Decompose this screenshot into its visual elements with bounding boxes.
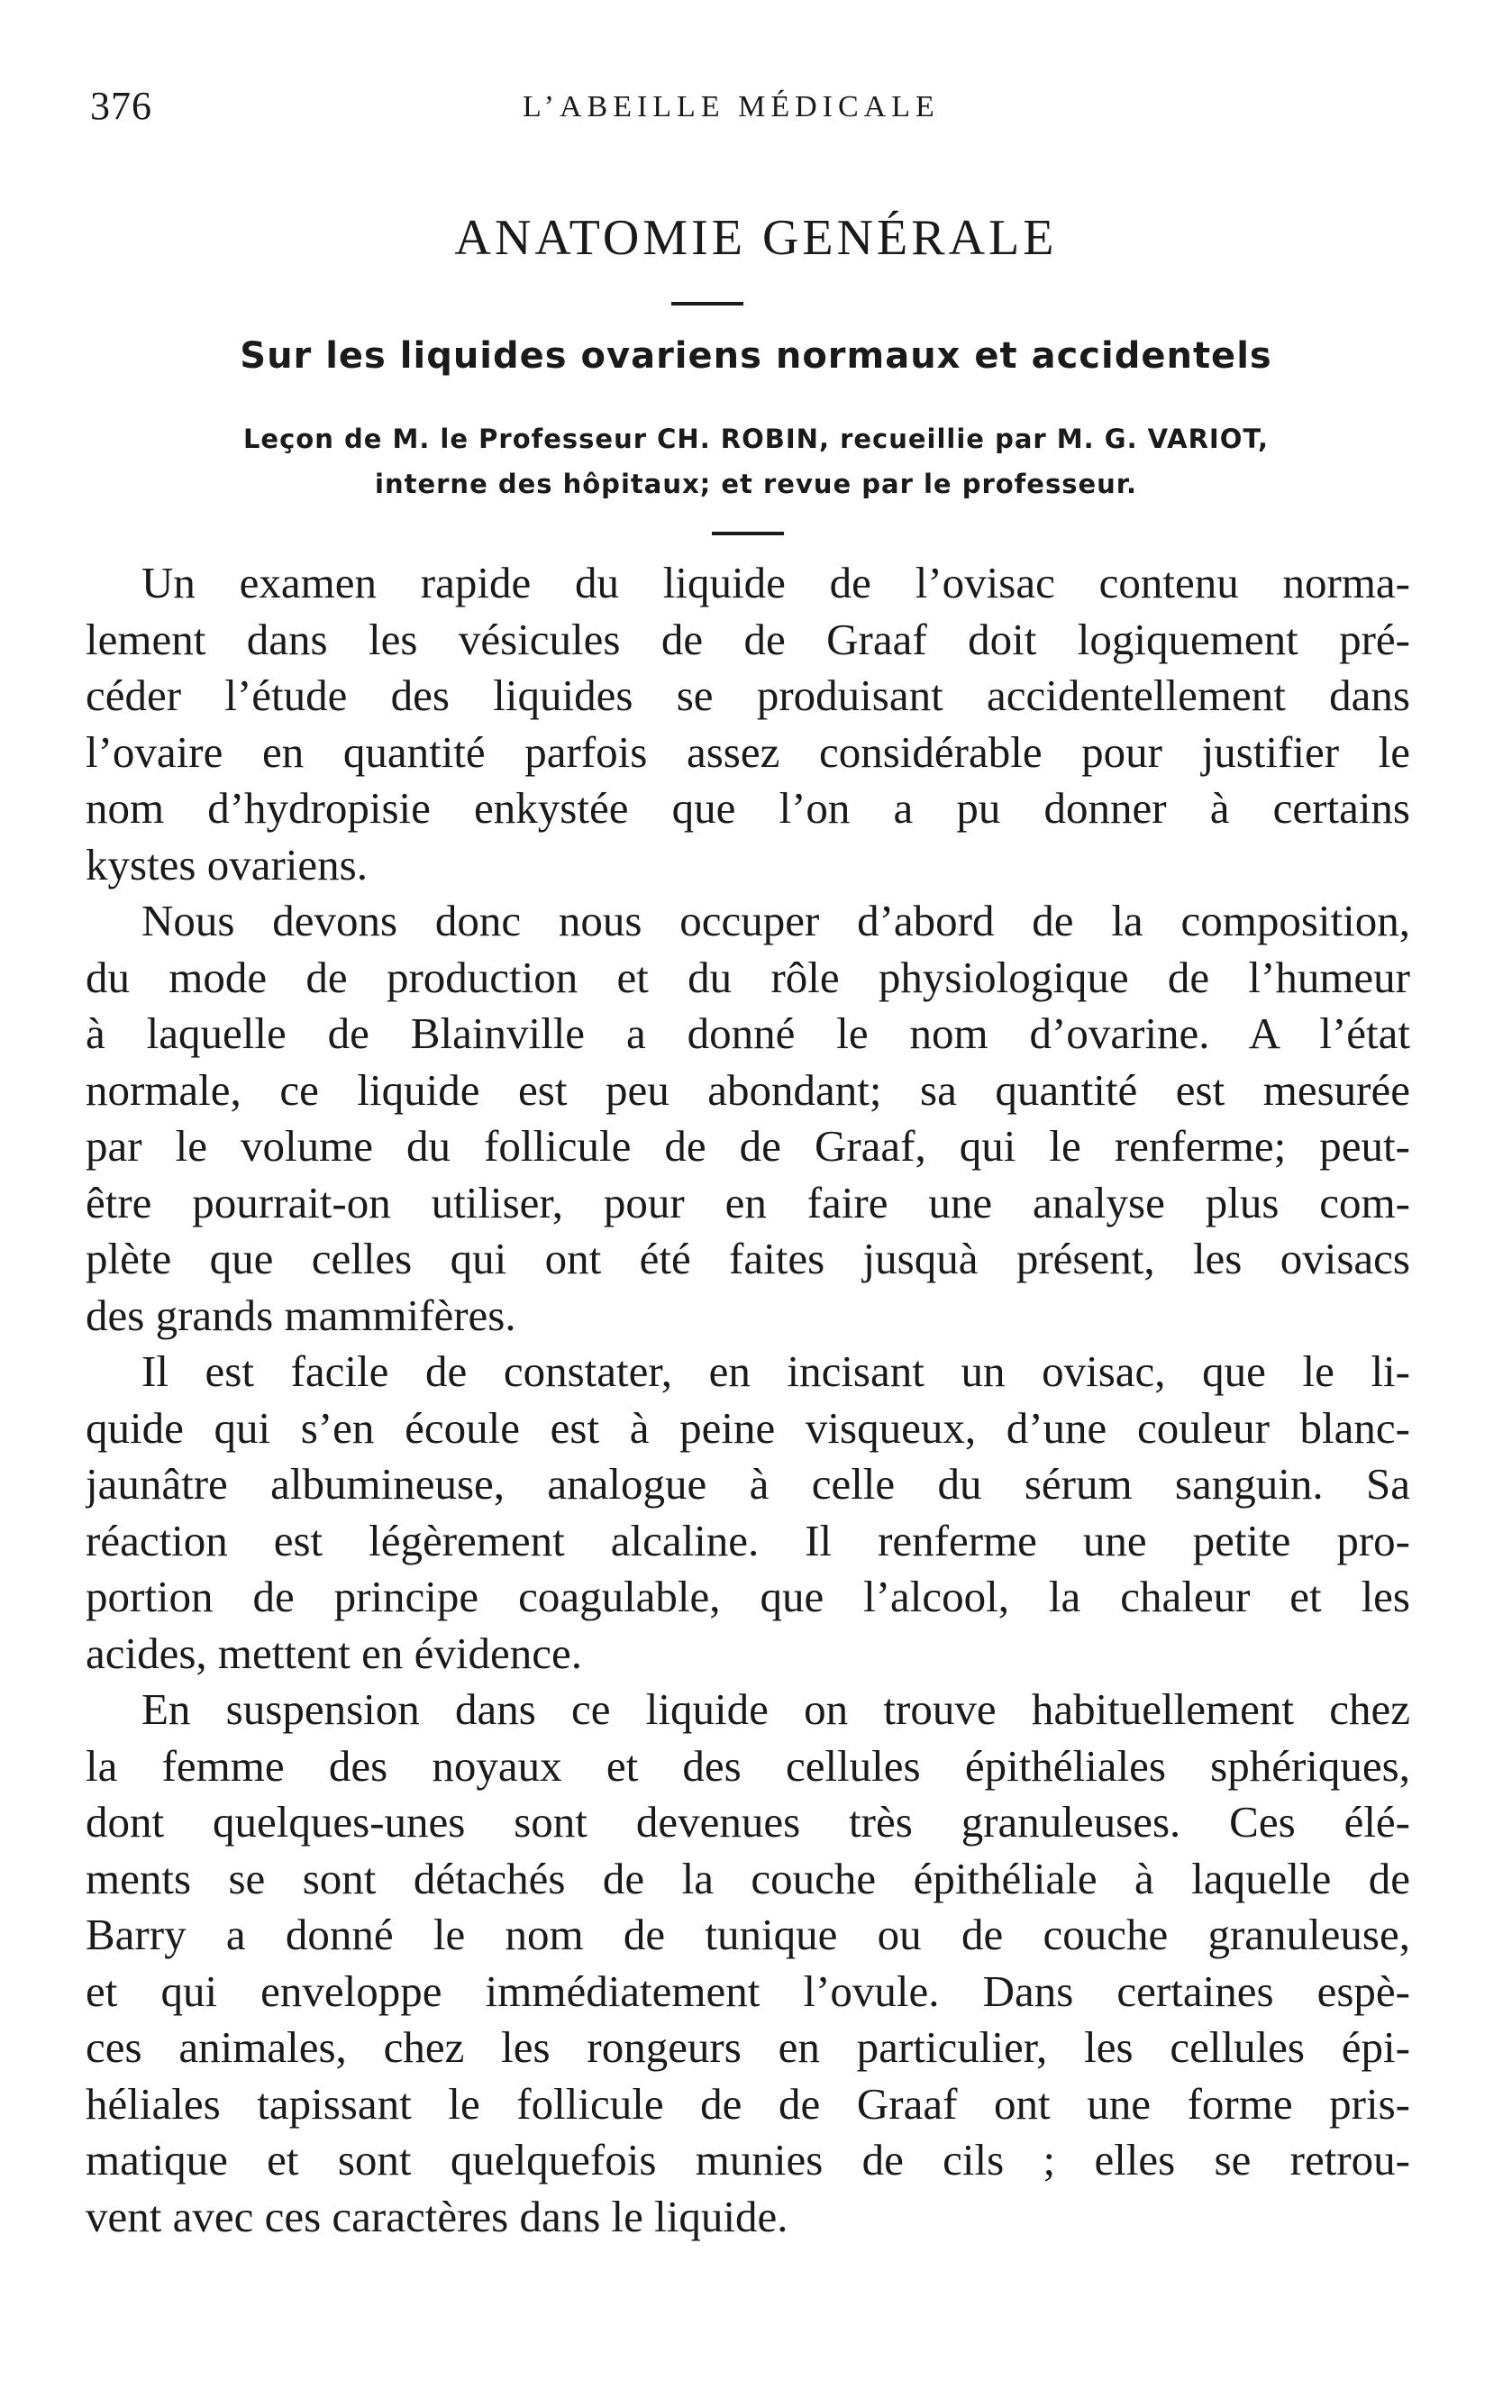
text-line: acides, mettent en évidence. xyxy=(86,1628,582,1678)
body-text xyxy=(86,555,1410,2245)
text-line: En suspension dans ce liquide on trouve habituellement chez xyxy=(141,1684,1410,1734)
text-line: Barry a donné le nom de tunique ou de couche granuleuse, xyxy=(86,1910,1410,1959)
byline-line-1: Leçon de M. le Professeur CH. ROBIN, recueillie par M. G. VARIOT, xyxy=(242,424,1270,454)
byline-divider xyxy=(712,532,784,535)
text-line: Nous devons donc nous occuper d’abord de la composition, xyxy=(141,896,1410,945)
text-line: héliales tapissant le follicule de de Graaf ont une forme pris- xyxy=(86,2078,1410,2129)
text-line: quide qui s’en écoule est à peine visqueux, d’une couleur blanc- xyxy=(86,1402,1410,1453)
text-line: kystes ovariens. xyxy=(86,839,368,889)
text-line: matique et sont quelquefois munies de cils ; elles se retrou- xyxy=(86,2135,1410,2185)
text-line: l’ovaire en quantité parfois assez considérable pour justifier le xyxy=(86,726,1410,777)
text-line: des grands mammifères. xyxy=(86,1290,516,1340)
title-divider xyxy=(671,302,743,306)
text-line: lement dans les vésicules de de Graaf doit logiquement pré- xyxy=(86,614,1410,664)
text-line: jaunâtre albumineuse, analogue à celle du sérum sanguin. Sa xyxy=(86,1459,1410,1509)
text-line: dont quelques-unes sont devenues très granuleuses. Ces élé- xyxy=(86,1797,1410,1847)
text-line: Un examen rapide du liquide de l’ovisac contenu norma- xyxy=(141,558,1410,607)
byline-line-2: interne des hôpitaux; et revue par le professeur. xyxy=(375,469,1137,499)
text-line: et qui enveloppe immédiatement l’ovule. Dans certaines espè- xyxy=(86,1966,1410,2016)
section-title: ANATOMIE GENÉRALE xyxy=(454,210,1058,266)
page-number: 376 xyxy=(90,84,152,128)
text-line: plète que celles qui ont été faites jusquà présent, les ovisacs xyxy=(86,1234,1410,1283)
text-line: à laquelle de Blainville a donné le nom d’ovarine. A l’état xyxy=(86,1008,1410,1058)
text-line: réaction est légèrement alcaline. Il renferme une petite pro- xyxy=(86,1515,1410,1565)
running-head: L’ABEILLE MÉDICALE xyxy=(523,90,940,123)
text-line: vent avec ces caractères dans le liquide. xyxy=(86,2191,788,2241)
text-line: portion de principe coagulable, que l’alcool, la chaleur et les xyxy=(86,1572,1410,1621)
text-line: être pourrait-on utiliser, pour en faire une analyse plus com- xyxy=(86,1177,1410,1227)
text-line: normale, ce liquide est peu abondant; sa quantité est mesurée xyxy=(86,1064,1410,1115)
page-header xyxy=(90,83,1424,137)
text-line: ments se sont détachés de la couche épithéliale à laquelle de xyxy=(86,1853,1410,1903)
text-line: par le volume du follicule de de Graaf, qui le renferme; peut- xyxy=(86,1121,1410,1171)
text-line: céder l’étude des liquides se produisant accidentellement dans xyxy=(86,670,1410,720)
text-line: du mode de production et du rôle physiologique de l’humeur xyxy=(86,952,1410,1002)
article-title: Sur les liquides ovariens normaux et accidentels xyxy=(240,335,1272,377)
text-line: la femme des noyaux et des cellules épithéliales sphériques, xyxy=(86,1740,1410,1791)
text-line: nom d’hydropisie enkystée que l’on a pu donner à certains xyxy=(86,783,1410,833)
text-line: ces animales, chez les rongeurs en particulier, les cellules épi- xyxy=(86,2022,1410,2072)
text-line: Il est facile de constater, en incisant un ovisac, que le li- xyxy=(141,1346,1410,1396)
